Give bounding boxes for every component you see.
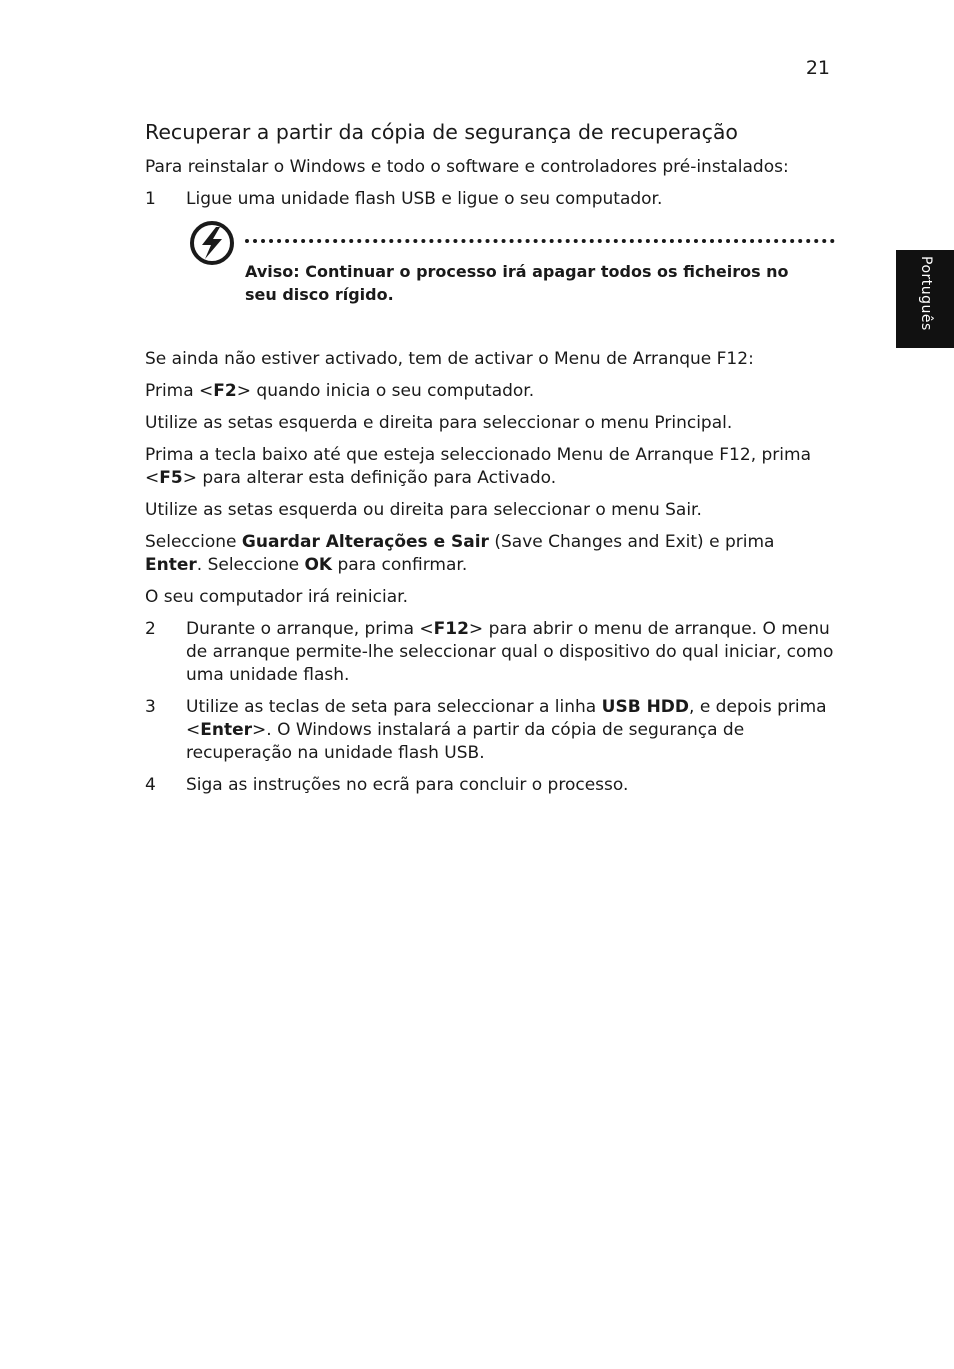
step3-mid: , e depois prima < <box>186 697 827 740</box>
step-number: 2 <box>145 619 156 639</box>
step2-pre: Durante o arranque, prima < <box>186 619 434 639</box>
step2-post: > para abrir o menu de arranque. O menu de arranque permite-lhe seleccionar qual o dispositivo do qual iniciar, como uma unidade flash. <box>186 619 834 685</box>
step-number: 1 <box>145 189 156 209</box>
step3-post: >. O Windows instalará a partir da cópia de segurança de recuperação na unidade flash USB. <box>186 720 745 763</box>
section-heading: Recuperar a partir da cópia de segurança de recuperação <box>145 120 738 144</box>
step-1 <box>145 188 835 211</box>
tecla-baixo-paragraph <box>145 444 835 490</box>
guardar-option: Guardar Alterações e Sair <box>241 532 489 552</box>
f2-paragraph <box>145 380 835 403</box>
step-text: Siga as instruções no ecrã para concluir o processo. <box>186 775 629 795</box>
step-number: 3 <box>145 697 156 717</box>
step3-pre: Utilize as teclas de seta para seleccionar a linha <box>186 697 602 717</box>
f5-key: F5 <box>159 468 183 488</box>
language-tab-label: Português <box>918 256 934 331</box>
setas-sair-paragraph: Utilize as setas esquerda ou direita para seleccionar o menu Sair. <box>145 500 702 520</box>
warning-divider <box>245 239 835 243</box>
warning-lightning-icon <box>189 220 235 266</box>
reiniciar-paragraph: O seu computador irá reiniciar. <box>145 587 408 607</box>
enter-key: Enter <box>145 555 197 575</box>
warning-text: Aviso: Continuar o processo irá apagar todos os ficheiros no seu disco rígido. <box>245 262 789 304</box>
step-text: Ligue uma unidade flash USB e ligue o seu computador. <box>186 189 663 209</box>
f12-menu-paragraph: Se ainda não estiver activado, tem de activar o Menu de Arranque F12: <box>145 349 754 369</box>
guardar-paragraph <box>145 531 835 577</box>
intro-paragraph: Para reinstalar o Windows e todo o software e controladores pré-instalados: <box>145 157 789 177</box>
page-number: 21 <box>805 57 830 79</box>
guardar-mid: (Save Changes and Exit) e prima <box>488 532 775 552</box>
step-3 <box>145 696 835 765</box>
warning-box <box>145 220 835 330</box>
guardar-post: para confirmar. <box>332 555 468 575</box>
f12-key: F12 <box>433 619 469 639</box>
main-content <box>145 118 835 806</box>
usb-hdd-option: USB HDD <box>601 697 690 717</box>
enter-key: Enter <box>200 720 253 740</box>
ok-option: OK <box>304 555 333 575</box>
language-tab <box>896 250 954 348</box>
f2-key: F2 <box>213 381 237 401</box>
step-4 <box>145 774 835 797</box>
f2-pre: Prima < <box>145 381 214 401</box>
guardar-mid2: . Seleccione <box>196 555 305 575</box>
guardar-pre: Seleccione <box>145 532 242 552</box>
tecla-baixo-post: > para alterar esta definição para Activado. <box>182 468 557 488</box>
step-2 <box>145 618 835 687</box>
setas-principal-paragraph: Utilize as setas esquerda e direita para seleccionar o menu Principal. <box>145 413 733 433</box>
step-number: 4 <box>145 775 156 795</box>
tecla-baixo-pre: Prima a tecla baixo até que esteja seleccionado Menu de Arranque F12, prima < <box>145 445 811 488</box>
f2-post: > quando inicia o seu computador. <box>236 381 535 401</box>
